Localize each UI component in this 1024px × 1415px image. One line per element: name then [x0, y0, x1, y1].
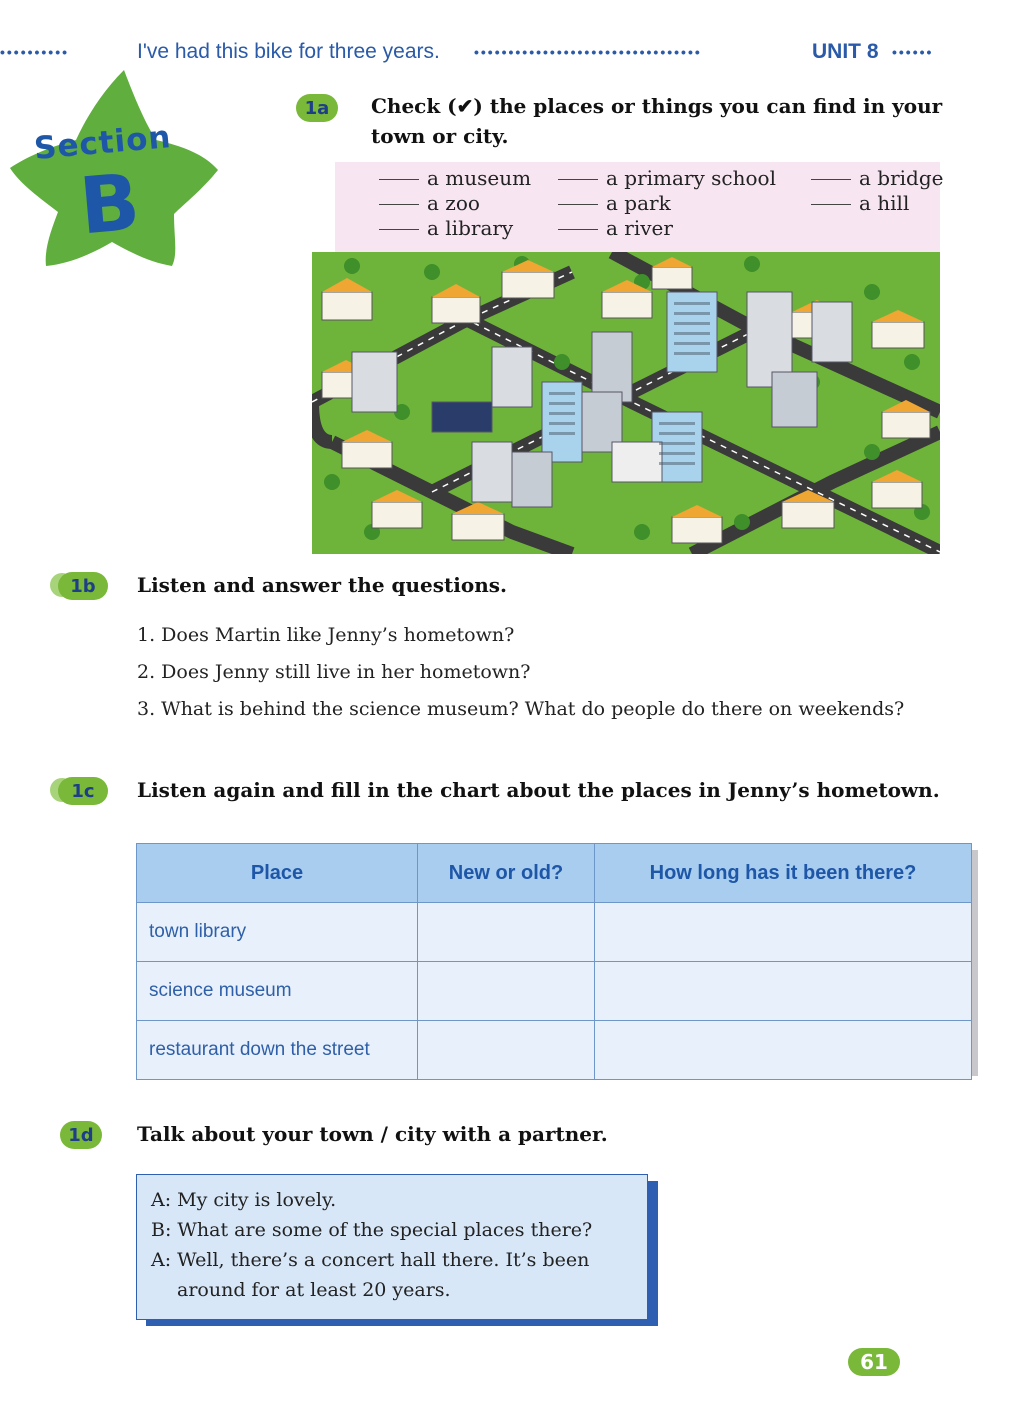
- table-row: [137, 903, 972, 962]
- header-dots-middle: •••••••••••••••••••••••••••••••••: [474, 44, 702, 60]
- section-letter: B: [76, 157, 144, 253]
- instruction-1a-line1: Check (✔) the places or things you can find in your: [371, 94, 943, 118]
- dialogue-line: B: What are some of the special places there?: [151, 1219, 593, 1241]
- checklist-item[interactable]: a river: [558, 216, 673, 240]
- new-or-old-cell[interactable]: [418, 962, 595, 1021]
- table-row: [137, 962, 972, 1021]
- header-dots-right: ••••••: [892, 44, 934, 60]
- checklist-item[interactable]: a library: [379, 216, 513, 240]
- section-label: Section: [32, 119, 173, 167]
- new-or-old-cell[interactable]: [418, 903, 595, 962]
- checklist-item[interactable]: a primary school: [558, 166, 776, 190]
- checklist-item[interactable]: a zoo: [379, 191, 480, 215]
- dialogue-line: around for at least 20 years.: [177, 1279, 451, 1301]
- page-number: 61: [848, 1348, 900, 1376]
- instruction-1b: Listen and answer the questions.: [137, 573, 507, 597]
- new-or-old-cell[interactable]: [418, 1021, 595, 1080]
- badge-1c: 1c: [58, 777, 108, 805]
- place-cell: restaurant down the street: [137, 1021, 418, 1080]
- place-cell: science museum: [137, 962, 418, 1021]
- question-1: 1. Does Martin like Jenny’s hometown?: [137, 624, 515, 646]
- places-chart: [136, 843, 972, 1069]
- how-long-cell[interactable]: [595, 903, 972, 962]
- dialogue-line: A: My city is lovely.: [151, 1189, 337, 1211]
- instruction-1a-line2: town or city.: [371, 124, 509, 148]
- badge-1b: 1b: [58, 572, 108, 600]
- table-row: [137, 1021, 972, 1080]
- checklist-item[interactable]: a museum: [379, 166, 531, 190]
- instruction-1c: Listen again and fill in the chart about the places in Jenny’s hometown.: [137, 778, 940, 802]
- dialogue-box: [136, 1174, 648, 1320]
- question-2: 2. Does Jenny still live in her hometown?: [137, 661, 531, 683]
- checklist-item[interactable]: a hill: [811, 191, 909, 215]
- column-header-how-long: How long has it been there?: [595, 844, 972, 903]
- column-header-new-or-old: New or old?: [418, 844, 595, 903]
- place-cell: town library: [137, 903, 418, 962]
- checklist-item[interactable]: a park: [558, 191, 671, 215]
- dialogue-line: A: Well, there’s a concert hall there. It’s been: [151, 1249, 590, 1271]
- town-map-illustration: [312, 252, 940, 554]
- badge-1a: 1a: [296, 94, 338, 122]
- column-header-place: Place: [137, 844, 418, 903]
- checklist-item[interactable]: a bridge: [811, 166, 943, 190]
- instruction-1d: Talk about your town / city with a partner.: [137, 1122, 608, 1146]
- header-dots-left: ••••••••••: [0, 44, 70, 60]
- badge-1d: 1d: [60, 1121, 102, 1149]
- header-title: I've had this bike for three years.: [137, 40, 440, 63]
- how-long-cell[interactable]: [595, 1021, 972, 1080]
- unit-label: UNIT 8: [812, 40, 879, 63]
- question-3: 3. What is behind the science museum? What do people do there on weekends?: [137, 698, 905, 720]
- how-long-cell[interactable]: [595, 962, 972, 1021]
